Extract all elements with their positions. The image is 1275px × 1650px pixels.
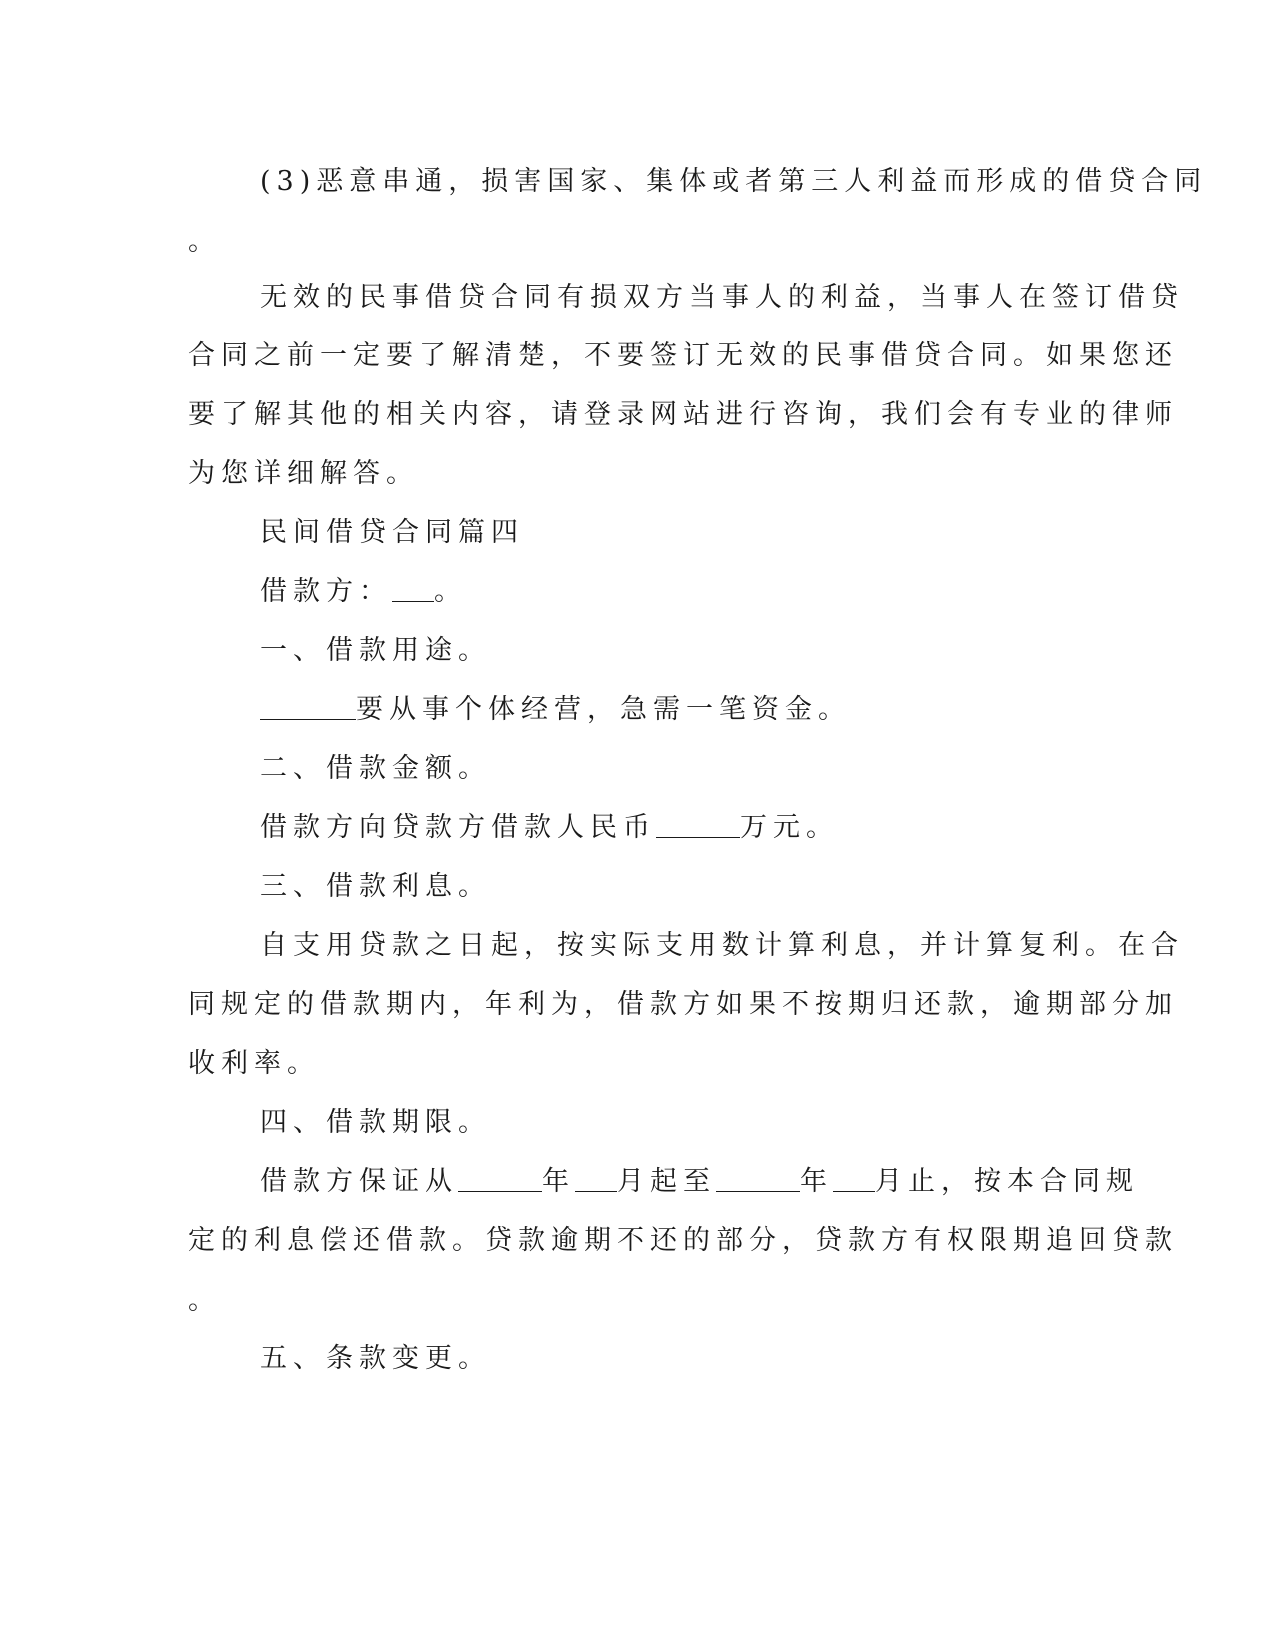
paragraph-line bbox=[188, 456, 1088, 492]
paragraph-line bbox=[260, 1164, 1160, 1200]
paragraph-line bbox=[188, 1223, 1178, 1259]
text-run: 定的利息偿还借款。贷款逾期不还的部分，贷款方有权限期追回贷款 bbox=[188, 1225, 1178, 1256]
paragraph-line bbox=[188, 224, 1088, 260]
text-run: 合同之前一定要了解清楚，不要签订无效的民事借贷合同。如果您还 bbox=[188, 340, 1178, 371]
text-run: 。 bbox=[188, 1285, 221, 1316]
text-run: 五、条款变更。 bbox=[260, 1343, 491, 1374]
text-run: (3)恶意串通，损害国家、集体或者第三人利益而形成的借贷合同 bbox=[260, 166, 1208, 197]
paragraph-line bbox=[260, 928, 1184, 964]
fill-in-blank bbox=[260, 693, 356, 720]
text-run: 要了解其他的相关内容，请登录网站进行咨询，我们会有专业的律师 bbox=[188, 399, 1178, 430]
paragraph-line bbox=[188, 987, 1178, 1023]
paragraph-line bbox=[260, 280, 1184, 316]
fill-in-blank bbox=[392, 575, 434, 602]
paragraph-line bbox=[188, 1046, 1088, 1082]
text-run: 一、借款用途。 bbox=[260, 635, 491, 666]
clause-heading bbox=[260, 633, 1160, 669]
text-run: 。 bbox=[188, 226, 221, 257]
paragraph-line bbox=[188, 397, 1178, 433]
text-run: 为您详细解答。 bbox=[188, 458, 419, 489]
text-run: 借款方： bbox=[260, 576, 392, 607]
text-run: 无效的民事借贷合同有损双方当事人的利益，当事人在签订借贷 bbox=[260, 282, 1184, 313]
text-run: 万元。 bbox=[740, 812, 839, 843]
text-run: 同规定的借款期内，年利为，借款方如果不按期归还款，逾期部分加 bbox=[188, 989, 1178, 1020]
paragraph-line bbox=[188, 338, 1178, 374]
text-run: 三、借款利息。 bbox=[260, 871, 491, 902]
paragraph-line bbox=[260, 164, 1208, 200]
paragraph-line bbox=[260, 810, 1160, 846]
text-run: 收利率。 bbox=[188, 1048, 320, 1079]
paragraph-line bbox=[188, 1283, 1088, 1319]
fill-in-blank bbox=[716, 1165, 800, 1192]
section-heading bbox=[260, 515, 1160, 551]
paragraph-line bbox=[260, 692, 1160, 728]
text-run: 年 bbox=[800, 1166, 833, 1197]
clause-heading bbox=[260, 869, 1160, 905]
fill-in-blank bbox=[656, 811, 740, 838]
fill-in-blank bbox=[458, 1165, 542, 1192]
clause-heading bbox=[260, 1105, 1160, 1141]
text-run: 月起至 bbox=[617, 1166, 716, 1197]
clause-heading bbox=[260, 751, 1160, 787]
text-run: 民间借贷合同篇四 bbox=[260, 517, 524, 548]
fill-in-blank bbox=[833, 1165, 875, 1192]
borrower-line bbox=[260, 574, 1160, 610]
text-run: 借款方向贷款方借款人民币 bbox=[260, 812, 656, 843]
text-run: 四、借款期限。 bbox=[260, 1107, 491, 1138]
text-run: 月止，按本合同规 bbox=[875, 1166, 1139, 1197]
text-run: 自支用贷款之日起，按实际支用数计算利息，并计算复利。在合 bbox=[260, 930, 1184, 961]
text-run: 。 bbox=[434, 576, 467, 607]
fill-in-blank bbox=[575, 1165, 617, 1192]
text-run: 二、借款金额。 bbox=[260, 753, 491, 784]
text-run: 年 bbox=[542, 1166, 575, 1197]
text-run: 要从事个体经营，急需一笔资金。 bbox=[356, 694, 851, 725]
text-run: 借款方保证从 bbox=[260, 1166, 458, 1197]
clause-heading bbox=[260, 1341, 1160, 1377]
